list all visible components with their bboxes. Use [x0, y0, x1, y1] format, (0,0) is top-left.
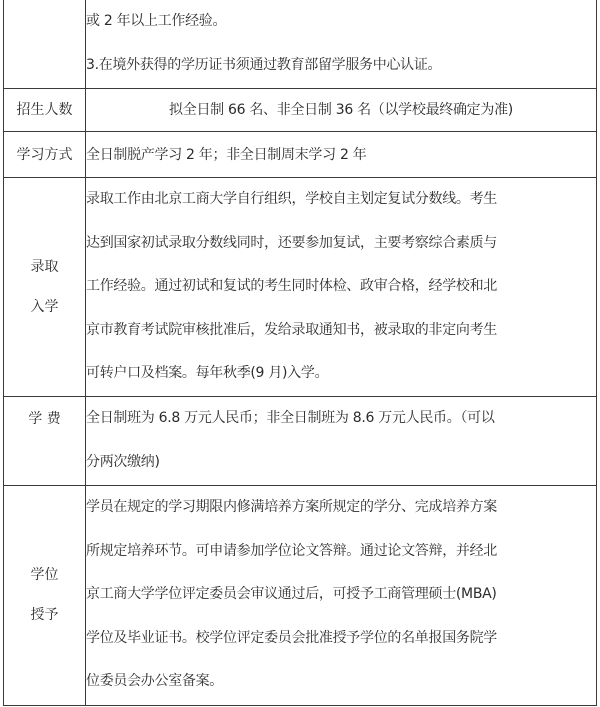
row-label — [4, 178, 86, 397]
content-line: 学员在规定的学习期限内修满培养方案所规定的学分、完成培养方案 — [86, 499, 497, 516]
row-label-text: 学 费 — [28, 410, 61, 427]
row-label-text: 学位 — [30, 567, 59, 583]
row-content — [86, 396, 597, 485]
table-row-study-mode — [4, 132, 597, 178]
row-label-text: 招生人数 — [16, 102, 73, 118]
row-content — [86, 0, 597, 89]
content-line: 位委员会办公室备案。 — [86, 673, 223, 690]
content-line: 分两次缴纳) — [86, 453, 160, 470]
content-line: 京市教育考试院审核批准后，发给录取通知书，被录取的非定向考生 — [86, 321, 497, 338]
content-line: 可转户口及档案。每年秋季(9 月)入学。 — [86, 365, 329, 381]
row-label-text: 授予 — [30, 607, 59, 623]
row-label — [4, 89, 86, 132]
row-content — [86, 89, 597, 132]
content-line: 京工商大学学位评定委员会审议通过后，可授予工商管理硕士(MBA) — [86, 586, 497, 603]
row-content — [86, 178, 597, 397]
content-line: 学位及毕业证书。校学位评定委员会批准授予学位的名单报国务院学 — [86, 629, 497, 646]
content-line: 拟全日制 66 名、非全日制 36 名（以学校最终确定为准) — [169, 102, 513, 118]
admissions-info-table — [3, 0, 597, 706]
table-row-requirements-continued — [4, 0, 597, 89]
row-label — [4, 132, 86, 178]
content-line: 录取工作由北京工商大学自行组织，学校自主划定复试分数线。考生 — [86, 191, 497, 207]
table-row-admission — [4, 178, 597, 397]
table-row-tuition — [4, 396, 597, 485]
row-label-text: 学习方式 — [16, 146, 73, 163]
content-line: 达到国家初试录取分数线同时，还要参加复试，主要考察综合素质与 — [86, 234, 497, 251]
row-label — [4, 396, 86, 485]
row-label-empty — [4, 0, 86, 89]
content-line: 全日制脱产学习 2 年；非全日制周末学习 2 年 — [86, 146, 367, 163]
table-row-enrollment — [4, 89, 597, 132]
row-content — [86, 132, 597, 178]
content-line: 3.在境外获得的学历证书须通过教育部留学服务中心认证。 — [86, 56, 442, 73]
content-line: 所规定培养环节。可申请参加学位论文答辩。通过论文答辩，并经北 — [86, 542, 497, 559]
content-line: 工作经验。通过初试和复试的考生同时体检、政审合格，经学校和北 — [86, 278, 497, 294]
content-line: 或 2 年以上工作经验。 — [86, 13, 227, 29]
row-label-text: 入学 — [30, 298, 59, 315]
row-content — [86, 485, 597, 705]
content-line: 全日制班为 6.8 万元人民币；非全日制班为 8.6 万元人民币。（可以 — [86, 410, 495, 426]
row-label-text: 录取 — [30, 258, 59, 275]
row-label — [4, 485, 86, 705]
table-row-degree — [4, 485, 597, 705]
